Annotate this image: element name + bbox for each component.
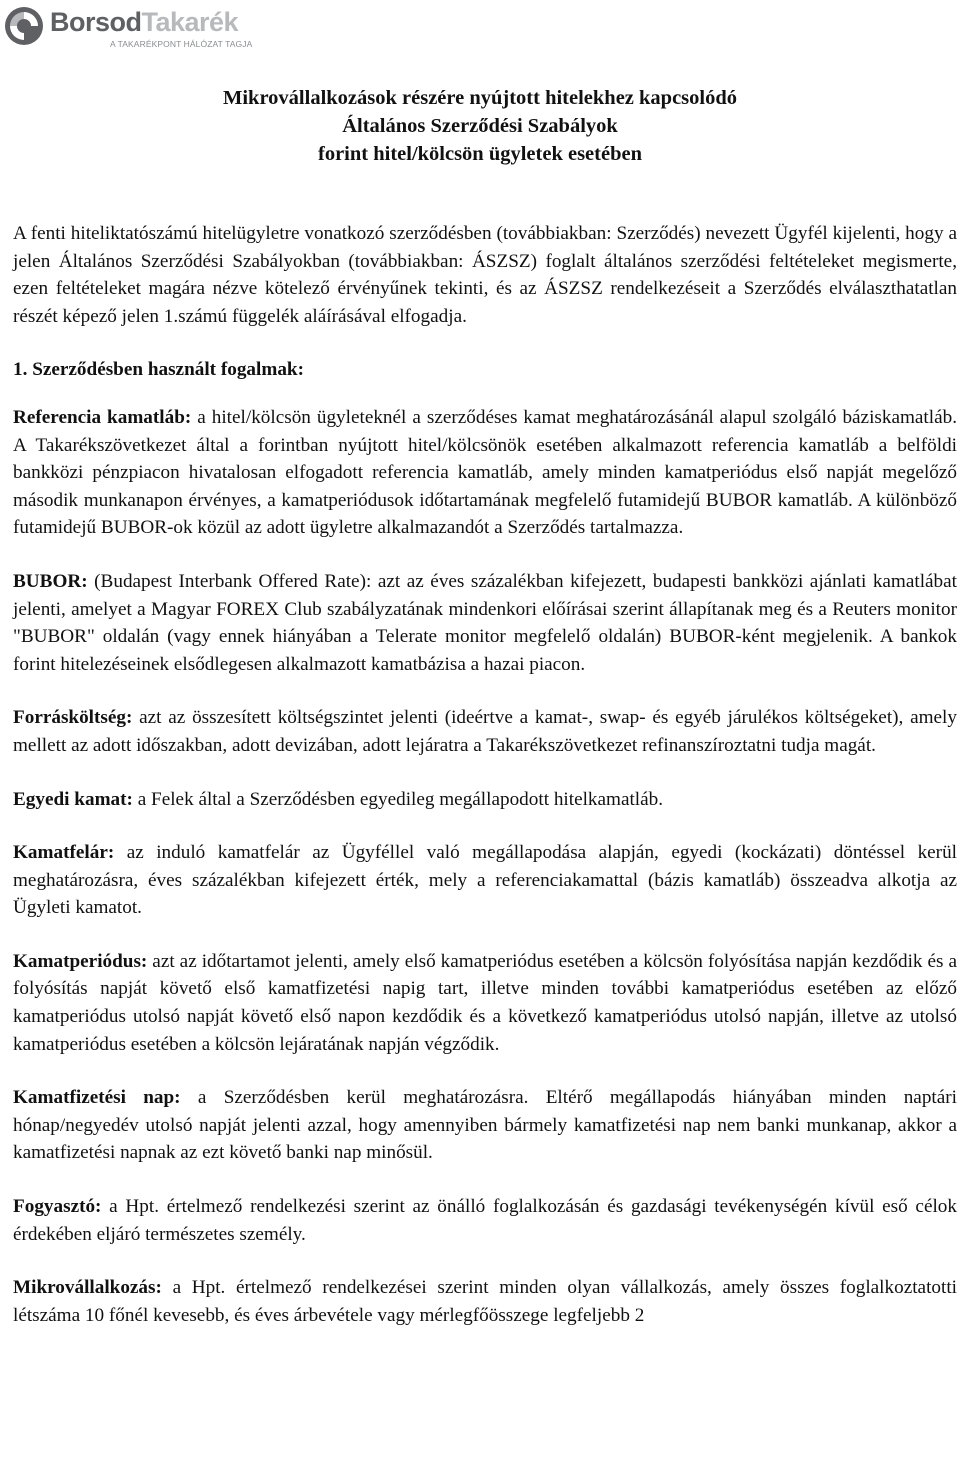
definition-text: azt az időtartamot jelenti, amely első kamatperiódus esetében a kölcsön folyósítása napján kezdődik és a folyósítás napját követő első kamatfizetési napig tart, illetve minden további kamatperiódus esetében az előző kamatperiódus utolsó napját követő első napon kezdődik és a következő kamatperiódus utolsó napján, illetve az utolsó kamatperiódus esetében a kölcsön lejáratának napján végződik. — [13, 950, 957, 1055]
definition-paragraph — [13, 1274, 957, 1329]
definition-term: Kamatfizetési nap: — [13, 1087, 181, 1109]
definition-term: Egyedi kamat: — [13, 788, 133, 810]
brand-tagline: A TAKARÉKPONT HÁLÓZAT TAGJA — [110, 39, 253, 49]
definition-text: a Hpt. értelmező rendelkezései szerint minden olyan vállalkozás, amely összes foglalkoztatotti létszáma 10 főnél kevesebb, és éves árbevétele vagy mérlegfőösszege legfeljebb 2 — [13, 1277, 957, 1326]
document-title — [0, 84, 960, 168]
title-line-3: forint hitel/kölcsön ügyletek esetében — [318, 143, 642, 165]
brand-name — [50, 7, 238, 37]
definition-text: a Szerződésben kerül meghatározásra. Eltérő megállapodás hiányában minden naptári hónap/negyedév utolsó napját jelenti azzal, hogy amennyiben bármely kamatfizetési nap nem banki munkanap, akkor a kamatfizetési napnak az ezt követő banki nap minősül. — [13, 1087, 957, 1164]
definition-term: Mikrovállalkozás: — [13, 1277, 162, 1299]
definition-term: Kamatfelár: — [13, 842, 115, 864]
definition-text: (Budapest Interbank Offered Rate): azt az éves százalékban kifejezett, budapesti bankközi ajánlati kamatlábat jelenti, amelyet a Magyar FOREX Club szabályzatának mindenkori előírásai szerint állapítanak meg és a Reuters monitor "BUBOR" oldalán (vagy ennek hiányában a Telerate monitor megfelelő oldalán) BUBOR-ként megjelenik. A bankok forint hitelezéseinek elsődlegesen alkalmazott kamatbázisa a hazai piacon. — [13, 570, 957, 675]
intro-paragraph: A fenti hiteliktatószámú hitelügyletre vonatkozó szerződésben (továbbiakban: Szerződés) nevezett Ügyfél kijelenti, hogy a jelen Általános Szerződési Szabályokban (továbbiakban: ÁSZSZ) foglalt általános szerződési feltételeket megismerte, ezen feltételeket magára nézve kötelező érvényűnek tekinti, és az ÁSZSZ rendelkezéseit a Szerződés elválaszthatatlan részét képező jelen 1.számú függelék aláírásával elfogadja. — [13, 223, 957, 327]
section-heading: 1. Szerződésben használt fogalmak: — [13, 359, 304, 381]
definition-text: az induló kamatfelár az Ügyféllel való megállapodása alapján, egyedi (kockázati) döntéssel kerül meghatározásra, éves százalékban kifejezett érték, mely a referenciakamattal (bázis kamatláb) összeadva alkotja az Ügyleti kamatot. — [13, 842, 957, 919]
definition-text: a Hpt. értelmező rendelkezési szerint az önálló foglalkozásán és gazdasági tevékenységén kívül eső célok érdekében eljáró természetes személy. — [13, 1196, 957, 1245]
brand-name-part2: Takarék — [141, 7, 239, 37]
definition-term: Referencia kamatláb: — [13, 406, 192, 428]
document-body — [13, 220, 957, 1329]
title-line-1: Mikrovállalkozások részére nyújtott hitelekhez kapcsolódó — [223, 87, 737, 109]
definition-paragraph — [13, 704, 957, 759]
brand-name-part1: Borsod — [50, 7, 142, 37]
definition-paragraph — [13, 839, 957, 922]
definition-term: Forrásköltség: — [13, 707, 133, 729]
brand-mark-icon — [4, 6, 44, 46]
definition-term: Kamatperiódus: — [13, 950, 148, 972]
definition-paragraph — [13, 568, 957, 678]
definition-text: azt az összesített költségszintet jelenti (ideértve a kamat-, swap- és egyéb járulékos költségeket), amely mellett az adott időszakban, adott devizában, adott lejáratra a Takarékszövetkezet refinanszíroztatni tudja magát. — [13, 707, 957, 756]
definition-paragraph — [13, 786, 957, 814]
definition-paragraph — [13, 948, 957, 1058]
definition-term: BUBOR: — [13, 570, 88, 592]
brand-logo — [4, 4, 253, 50]
definition-paragraph — [13, 1193, 957, 1248]
definition-paragraph — [13, 404, 957, 542]
title-line-2: Általános Szerződési Szabályok — [342, 115, 618, 137]
definition-text: a hitel/kölcsön ügyleteknél a szerződéses kamat meghatározásánál alapul szolgáló báziskamatláb. A Takarékszövetkezet által a forintban nyújtott hitel/kölcsönök esetében alkalmazott referencia kamatláb a belföldi bankközi pénzpiacon hivatalosan elfogadott referencia kamatláb, amely minden kamatperiódus első napját megelőző második munkanapon érvényes, a kamatperiódusok időtartamának megfelelő futamidejű BUBOR kamatláb. A különböző futamidejű BUBOR-ok közül az adott ügyletre alkalmazandót a Szerződés tartalmazza. — [13, 406, 957, 539]
definition-paragraph — [13, 1084, 957, 1167]
definition-text: a Felek által a Szerződésben egyedileg megállapodott hitelkamatláb. — [132, 788, 664, 810]
definition-term: Fogyasztó: — [13, 1196, 102, 1218]
